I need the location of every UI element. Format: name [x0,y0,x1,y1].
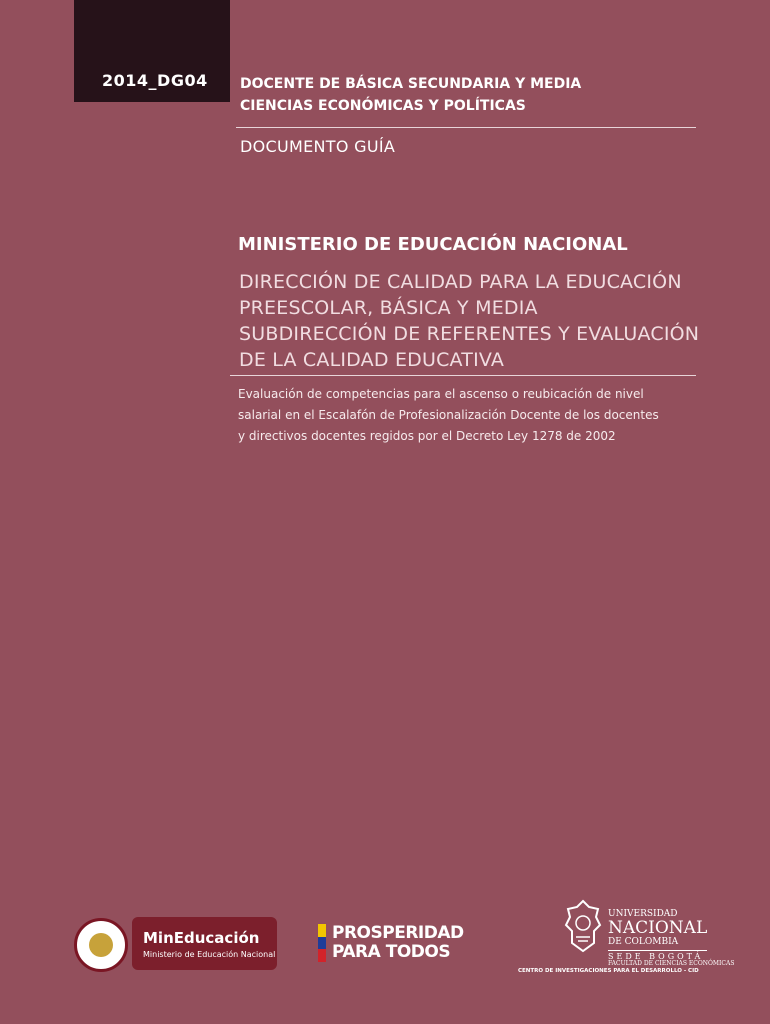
un-line1: UNIVERSIDAD [608,909,678,919]
divider [230,375,696,376]
description-line: Evaluación de competencias para el ascenso o reubicación de nivel [238,387,644,401]
un-line2: NACIONAL [608,918,708,938]
direccion-line: DIRECCIÓN DE CALIDAD PARA LA EDUCACIÓN [239,271,682,293]
prosperidad-line: PROSPERIDAD [332,923,464,943]
colombia-flag-icon [318,924,326,962]
universidad-nacional-logo [608,909,707,962]
faculty-name: FACULTAD DE CIENCIAS ECONÓMICAS [608,960,735,967]
research-center-name: CENTRO DE INVESTIGACIONES PARA EL DESARROLLO - CID [518,968,699,974]
document-code: 2014_DG04 [102,71,208,90]
cargo-line: DOCENTE DE BÁSICA SECUNDARIA Y MEDIA [240,76,582,92]
direccion-block [239,269,699,373]
mineducacion-title: MinEducación [143,929,260,947]
document-type: DOCUMENTO GUÍA [240,137,396,156]
cargo-title [240,73,700,117]
ministry-name: MINISTERIO DE EDUCACIÓN NACIONAL [238,234,628,255]
un-line3: DE COLOMBIA [608,937,679,947]
universidad-nacional-emblem-icon [562,897,604,955]
prosperidad-line: PARA TODOS [332,942,451,962]
direccion-line: SUBDIRECCIÓN DE REFERENTES Y EVALUACIÓN [239,323,700,345]
prosperidad-logo [332,924,464,962]
document-code-tab [74,0,230,102]
mineducacion-logo [132,917,277,970]
mineducacion-subtitle: Ministerio de Educación Nacional [143,950,276,959]
divider [236,127,696,128]
direccion-line: PREESCOLAR, BÁSICA Y MEDIA [239,297,538,319]
un-line4: SEDE BOGOTÁ [608,950,707,962]
description-line: y directivos docentes regidos por el Decreto Ley 1278 de 2002 [238,429,616,443]
description-line: salarial en el Escalafón de Profesionalización Docente de los docentes [238,408,659,422]
description [238,384,688,447]
cargo-line: CIENCIAS ECONÓMICAS Y POLÍTICAS [240,98,526,114]
escudo-colombia-icon [74,918,128,972]
direccion-line: DE LA CALIDAD EDUCATIVA [239,349,505,371]
